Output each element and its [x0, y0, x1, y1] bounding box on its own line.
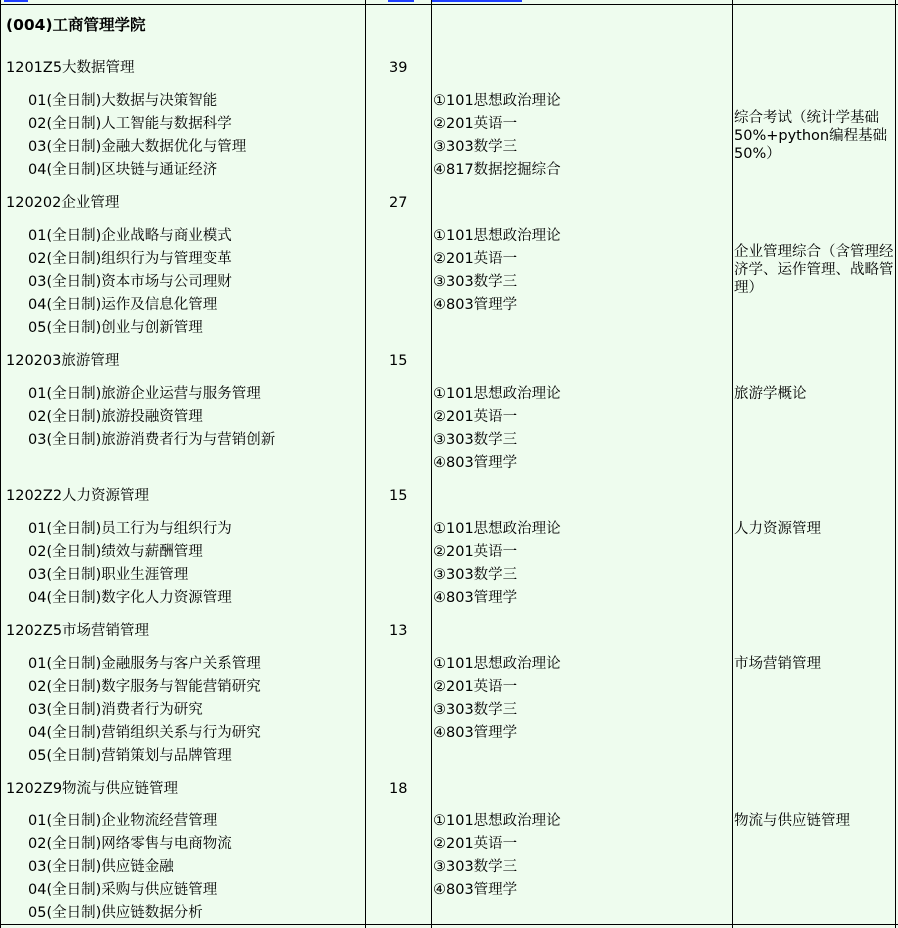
- exam-subject: ①101思想政治理论: [433, 386, 561, 402]
- column-divider-1: [365, 0, 366, 928]
- direction-item: 03(全日制)旅游消费者行为与营销创新: [28, 432, 276, 448]
- column-divider-2: [431, 0, 432, 928]
- direction-item: 02(全日制)数字服务与智能营销研究: [28, 679, 261, 695]
- exam-subject: ②201英语一: [433, 251, 518, 267]
- exam-subject: ④803管理学: [433, 725, 518, 741]
- direction-item: 02(全日制)旅游投融资管理: [28, 409, 203, 425]
- exam-subject: ③303数学三: [433, 274, 518, 290]
- major-quota: 39: [389, 60, 408, 76]
- exam-subject: ①101思想政治理论: [433, 228, 561, 244]
- exam-subject: ④817数据挖掘综合: [433, 162, 561, 178]
- exam-subject: ①101思想政治理论: [433, 93, 561, 109]
- retest-subject: 人力资源管理: [734, 521, 821, 537]
- exam-subject: ①101思想政治理论: [433, 813, 561, 829]
- exam-subject: ④803管理学: [433, 297, 518, 313]
- direction-item: 05(全日制)供应链数据分析: [28, 905, 203, 921]
- retest-subject: 旅游学概论: [734, 386, 807, 402]
- retest-subject: 物流与供应链管理: [734, 813, 850, 829]
- exam-subject: ④803管理学: [433, 590, 518, 606]
- direction-item: 05(全日制)营销策划与品牌管理: [28, 748, 232, 764]
- major-quota: 18: [389, 781, 408, 797]
- direction-item: 03(全日制)资本市场与公司理财: [28, 274, 232, 290]
- direction-item: 05(全日制)创业与创新管理: [28, 320, 203, 336]
- major-quota: 15: [389, 353, 408, 369]
- exam-subject: ①101思想政治理论: [433, 521, 561, 537]
- exam-subject: ②201英语一: [433, 116, 518, 132]
- direction-item: 01(全日制)企业物流经营管理: [28, 813, 218, 829]
- column-divider-3: [732, 0, 733, 928]
- exam-subject: ②201英语一: [433, 679, 518, 695]
- major-quota: 27: [389, 195, 408, 211]
- exam-subject: ④803管理学: [433, 882, 518, 898]
- direction-item: 04(全日制)数字化人力资源管理: [28, 590, 232, 606]
- direction-item: 01(全日制)旅游企业运营与服务管理: [28, 386, 261, 402]
- exam-subject: ②201英语一: [433, 544, 518, 560]
- direction-item: 03(全日制)职业生涯管理: [28, 567, 189, 583]
- direction-item: 01(全日制)大数据与决策智能: [28, 93, 218, 109]
- exam-subject: ③303数学三: [433, 139, 518, 155]
- direction-item: 02(全日制)网络零售与电商物流: [28, 836, 232, 852]
- row-divider-top: [0, 4, 898, 5]
- exam-subject: ③303数学三: [433, 432, 518, 448]
- major-code-name: 1202Z9物流与供应链管理: [6, 781, 179, 797]
- exam-subject: ①101思想政治理论: [433, 656, 561, 672]
- major-code-name: 120203旅游管理: [6, 353, 120, 369]
- direction-item: 02(全日制)人工智能与数据科学: [28, 116, 232, 132]
- major-code-name: 1201Z5大数据管理: [6, 60, 135, 76]
- direction-item: 01(全日制)企业战略与商业模式: [28, 228, 232, 244]
- link-fragment-col2[interactable]: [388, 0, 414, 2]
- major-code-name: 1202Z5市场营销管理: [6, 623, 150, 639]
- direction-item: 04(全日制)运作及信息化管理: [28, 297, 218, 313]
- direction-item: 01(全日制)金融服务与客户关系管理: [28, 656, 261, 672]
- exam-subject: ③303数学三: [433, 859, 518, 875]
- exam-subject: ②201英语一: [433, 409, 518, 425]
- retest-subject: 市场营销管理: [734, 656, 821, 672]
- major-code-name: 120202企业管理: [6, 195, 120, 211]
- direction-item: 04(全日制)区块链与通证经济: [28, 162, 218, 178]
- exam-subject: ③303数学三: [433, 702, 518, 718]
- row-divider-bottom: [0, 924, 898, 925]
- table-border-left: [0, 0, 1, 928]
- link-fragment-col3[interactable]: [432, 0, 522, 2]
- direction-item: 03(全日制)金融大数据优化与管理: [28, 139, 247, 155]
- direction-item: 03(全日制)供应链金融: [28, 859, 174, 875]
- retest-subject: 企业管理综合（含管理经济学、运作管理、战略管理）: [734, 244, 894, 296]
- major-code-name: 1202Z2人力资源管理: [6, 488, 150, 504]
- direction-item: 02(全日制)绩效与薪酬管理: [28, 544, 203, 560]
- exam-subject: ②201英语一: [433, 836, 518, 852]
- college-title: (004)工商管理学院: [6, 16, 146, 34]
- direction-item: 01(全日制)员工行为与组织行为: [28, 521, 232, 537]
- major-quota: 13: [389, 623, 408, 639]
- direction-item: 03(全日制)消费者行为研究: [28, 702, 203, 718]
- exam-subject: ④803管理学: [433, 455, 518, 471]
- direction-item: 04(全日制)营销组织关系与行为研究: [28, 725, 261, 741]
- link-fragment-col1[interactable]: [4, 0, 28, 2]
- major-quota: 15: [389, 488, 408, 504]
- retest-subject: 综合考试（统计学基础50%+python编程基础50%）: [734, 110, 888, 162]
- exam-subject: ③303数学三: [433, 567, 518, 583]
- direction-item: 04(全日制)采购与供应链管理: [28, 882, 218, 898]
- direction-item: 02(全日制)组织行为与管理变革: [28, 251, 232, 267]
